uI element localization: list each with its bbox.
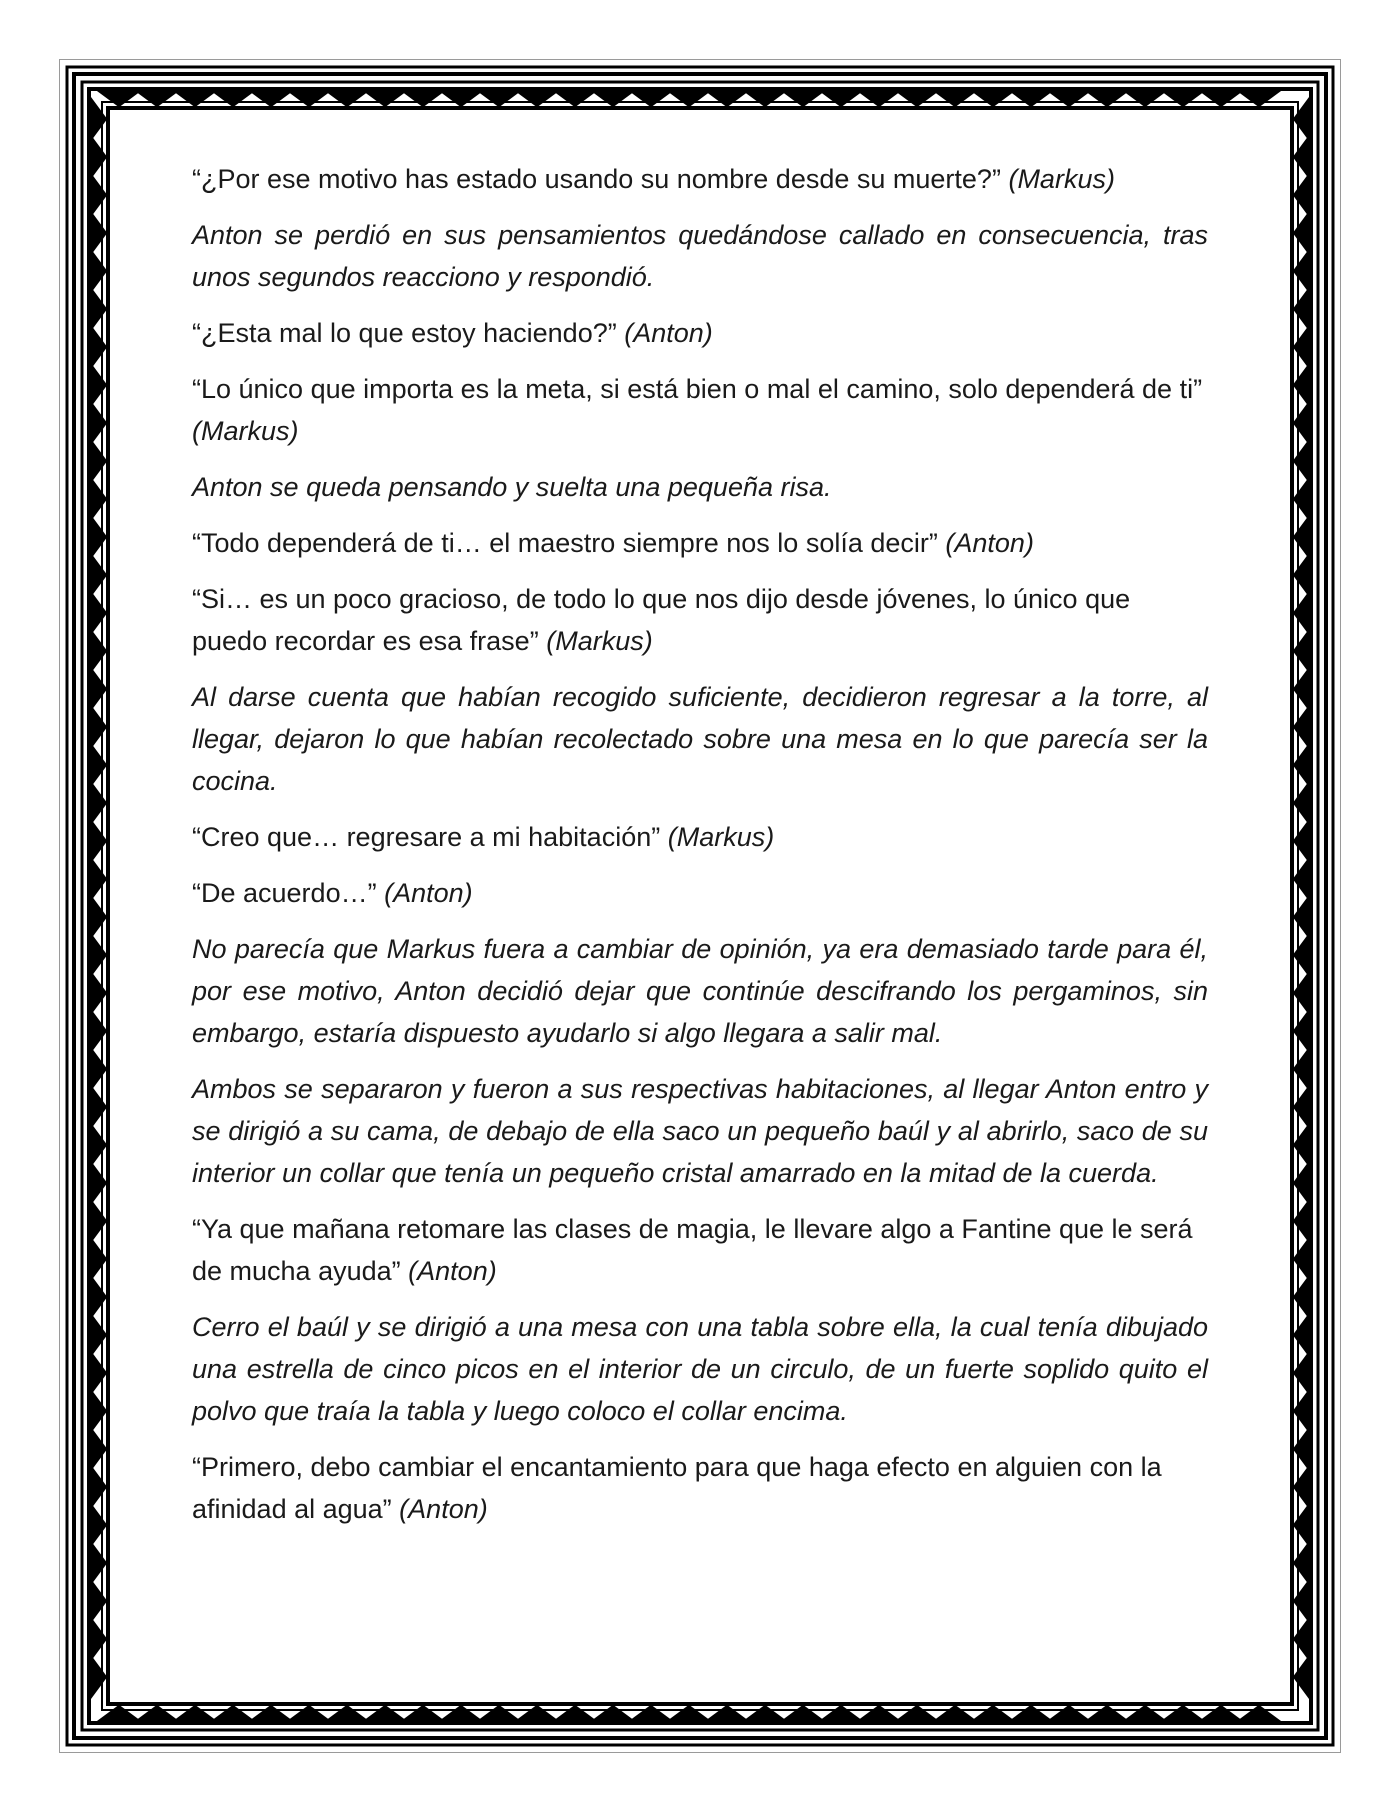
border-triangle — [974, 1706, 1012, 1720]
border-triangle — [92, 1164, 106, 1202]
paragraph: “Creo que… regresare a mi habitación” (Markus) — [192, 822, 775, 852]
border-triangle — [92, 1468, 106, 1506]
border-triangle — [92, 936, 106, 974]
border-triangle — [92, 1544, 106, 1582]
border-triangle — [366, 1706, 404, 1720]
border-triangle — [92, 1354, 106, 1392]
border-triangle — [328, 92, 366, 106]
border-triangle — [708, 92, 746, 106]
border-triangle — [1294, 594, 1308, 632]
border-triangle — [100, 1706, 138, 1720]
border-triangle — [92, 1430, 106, 1468]
border-triangle — [252, 1706, 290, 1720]
border-triangle — [1294, 1164, 1308, 1202]
border-triangle — [1294, 442, 1308, 480]
border-triangle — [1202, 1706, 1240, 1720]
border-triangle — [92, 1240, 106, 1278]
border-triangle — [1294, 670, 1308, 708]
border-triangle — [822, 1706, 860, 1720]
border-triangle — [670, 92, 708, 106]
border-triangle — [1294, 480, 1308, 518]
border-triangle — [1294, 404, 1308, 442]
border-triangle — [898, 92, 936, 106]
border-triangle — [92, 404, 106, 442]
border-triangle — [1294, 1582, 1308, 1620]
border-triangle — [518, 92, 556, 106]
border-triangle — [92, 860, 106, 898]
border-triangle — [100, 92, 138, 106]
border-triangle — [92, 366, 106, 404]
border-triangle — [708, 1706, 746, 1720]
border-triangle — [594, 1706, 632, 1720]
border-triangle — [92, 1392, 106, 1430]
border-triangle — [92, 670, 106, 708]
border-triangle — [1294, 214, 1308, 252]
border-triangle — [974, 92, 1012, 106]
border-triangle — [1240, 92, 1278, 106]
paragraph: “Si… es un poco gracioso, de todo lo que nos dijo desde jóvenes, lo único que puedo recordar es esa frase” (Markus) — [192, 584, 1131, 656]
paragraph: Al darse cuenta que habían recogido suficiente, decidieron regresar a la torre, al llegar, dejaron lo que habían recolectado sobre una mesa en lo que parecía ser la cocina. — [192, 682, 1208, 796]
border-triangle — [92, 1278, 106, 1316]
border-triangle — [138, 1706, 176, 1720]
border-triangle — [92, 100, 106, 138]
border-triangle — [1126, 1706, 1164, 1720]
border-triangle — [92, 1012, 106, 1050]
border-triangle — [92, 632, 106, 670]
border-triangle — [632, 92, 670, 106]
border-triangle — [442, 1706, 480, 1720]
border-triangle — [138, 92, 176, 106]
border-triangle — [290, 1706, 328, 1720]
border-triangle — [1294, 860, 1308, 898]
border-triangle — [92, 822, 106, 860]
border-triangle — [746, 92, 784, 106]
border-triangle — [92, 290, 106, 328]
border-triangle — [214, 92, 252, 106]
border-triangle — [252, 92, 290, 106]
border-triangle — [1294, 708, 1308, 746]
border-triangle — [860, 1706, 898, 1720]
border-triangle — [1294, 1050, 1308, 1088]
border-triangle — [822, 92, 860, 106]
border-triangle — [92, 176, 106, 214]
paragraph: “Primero, debo cambiar el encantamiento para que haga efecto en alguien con la afinidad al agua” (Anton) — [192, 1452, 1162, 1524]
border-triangle — [1294, 366, 1308, 404]
border-triangle — [92, 556, 106, 594]
border-triangle — [1294, 1088, 1308, 1126]
border-triangle — [92, 708, 106, 746]
border-triangle — [632, 1706, 670, 1720]
border-triangle — [176, 1706, 214, 1720]
border-triangle — [670, 1706, 708, 1720]
border-triangle — [1294, 518, 1308, 556]
paragraph: Anton se queda pensando y suelta una pequeña risa. — [192, 472, 832, 502]
border-triangle — [404, 92, 442, 106]
border-triangle — [518, 1706, 556, 1720]
border-triangle — [1294, 1392, 1308, 1430]
border-triangle — [92, 594, 106, 632]
border-triangle — [1294, 898, 1308, 936]
border-triangle — [1294, 1012, 1308, 1050]
border-triangle — [1294, 176, 1308, 214]
border-triangle — [92, 1202, 106, 1240]
paragraph: “Todo dependerá de ti… el maestro siempre nos lo solía decir” (Anton) — [192, 528, 1034, 558]
border-triangle — [92, 898, 106, 936]
border-triangle — [556, 92, 594, 106]
border-triangle — [1294, 1126, 1308, 1164]
border-triangle — [404, 1706, 442, 1720]
border-triangle — [1294, 1658, 1308, 1696]
border-triangle — [1294, 328, 1308, 366]
border-triangle — [1050, 92, 1088, 106]
border-triangle — [1012, 1706, 1050, 1720]
border-triangle — [1240, 1706, 1278, 1720]
border-triangle — [1164, 92, 1202, 106]
paragraph: “¿Esta mal lo que estoy haciendo?” (Anton) — [192, 318, 713, 348]
border-triangle — [92, 1088, 106, 1126]
border-triangle — [594, 92, 632, 106]
border-triangle — [92, 1658, 106, 1696]
border-triangle — [1294, 1316, 1308, 1354]
page-body — [192, 158, 1208, 1588]
border-triangle — [328, 1706, 366, 1720]
border-triangle — [936, 92, 974, 106]
border-triangle — [1294, 1620, 1308, 1658]
border-triangle — [1012, 92, 1050, 106]
border-triangle — [92, 518, 106, 556]
border-triangle — [1202, 92, 1240, 106]
border-triangle — [92, 974, 106, 1012]
border-triangle — [1126, 92, 1164, 106]
border-triangle — [92, 784, 106, 822]
border-triangle — [1294, 290, 1308, 328]
border-triangle — [1294, 138, 1308, 176]
border-triangle — [1294, 822, 1308, 860]
border-triangle — [366, 92, 404, 106]
border-triangle — [92, 1316, 106, 1354]
border-triangle — [1050, 1706, 1088, 1720]
border-triangle — [92, 1050, 106, 1088]
border-triangle — [1294, 1468, 1308, 1506]
border-triangle — [784, 92, 822, 106]
border-triangle — [480, 92, 518, 106]
border-triangle — [1294, 746, 1308, 784]
border-triangle — [92, 1582, 106, 1620]
border-triangle — [1294, 974, 1308, 1012]
paragraph: Ambos se separaron y fueron a sus respectivas habitaciones, al llegar Anton entro y se dirigió a su cama, de debajo de ella saco un pequeño baúl y al abrirlo, saco de su interior un collar que tenía un pequeño cristal amarrado en la mitad de la cuerda. — [192, 1074, 1208, 1188]
border-triangle — [556, 1706, 594, 1720]
border-triangle — [1294, 1202, 1308, 1240]
paragraph: Cerro el baúl y se dirigió a una mesa con una tabla sobre ella, la cual tenía dibujado una estrella de cinco picos en el interior de un circulo, de un fuerte soplido quito el polvo que traía la tabla y luego coloco el collar encima. — [192, 1312, 1208, 1426]
border-triangle — [92, 480, 106, 518]
paragraph: No parecía que Markus fuera a cambiar de opinión, ya era demasiado tarde para él, por ese motivo, Anton decidió dejar que continúe descifrando los pergaminos, sin embargo, estaría dispuesto ayudarlo si algo llegara a salir mal. — [192, 934, 1208, 1048]
border-triangle — [1294, 556, 1308, 594]
border-triangle — [92, 1126, 106, 1164]
border-triangle — [92, 214, 106, 252]
paragraph: “De acuerdo…” (Anton) — [192, 878, 473, 908]
border-triangle — [92, 442, 106, 480]
border-triangle — [784, 1706, 822, 1720]
border-triangle — [746, 1706, 784, 1720]
border-triangle — [442, 92, 480, 106]
border-triangle — [898, 1706, 936, 1720]
paragraph: “Lo único que importa es la meta, si está bien o mal el camino, solo dependerá de ti” (Markus) — [192, 374, 1203, 446]
border-triangle — [1294, 784, 1308, 822]
border-triangle — [1294, 252, 1308, 290]
border-triangle — [1164, 1706, 1202, 1720]
border-triangle — [92, 1506, 106, 1544]
border-triangle — [176, 92, 214, 106]
border-triangle — [936, 1706, 974, 1720]
paragraph: Anton se perdió en sus pensamientos quedándose callado en consecuencia, tras unos segundos reacciono y respondió. — [192, 220, 1208, 292]
border-triangle — [92, 328, 106, 366]
border-triangle — [1294, 632, 1308, 670]
border-triangle — [1088, 92, 1126, 106]
border-triangle — [1294, 1506, 1308, 1544]
paragraph: “Ya que mañana retomare las clases de magia, le llevare algo a Fantine que le será de mucha ayuda” (Anton) — [192, 1214, 1193, 1286]
border-triangle — [1294, 1430, 1308, 1468]
border-triangle — [1294, 1278, 1308, 1316]
border-triangle — [1088, 1706, 1126, 1720]
border-triangle — [92, 138, 106, 176]
border-triangle — [860, 92, 898, 106]
border-triangle — [480, 1706, 518, 1720]
border-triangle — [92, 1620, 106, 1658]
border-triangle — [214, 1706, 252, 1720]
border-triangle — [1294, 100, 1308, 138]
border-triangle — [290, 92, 328, 106]
paragraph: “¿Por ese motivo has estado usando su nombre desde su muerte?” (Markus) — [192, 164, 1115, 194]
border-triangle — [92, 252, 106, 290]
border-triangle — [92, 746, 106, 784]
border-triangle — [1294, 936, 1308, 974]
border-triangle — [1294, 1240, 1308, 1278]
border-triangle — [1294, 1544, 1308, 1582]
border-triangle — [1294, 1354, 1308, 1392]
